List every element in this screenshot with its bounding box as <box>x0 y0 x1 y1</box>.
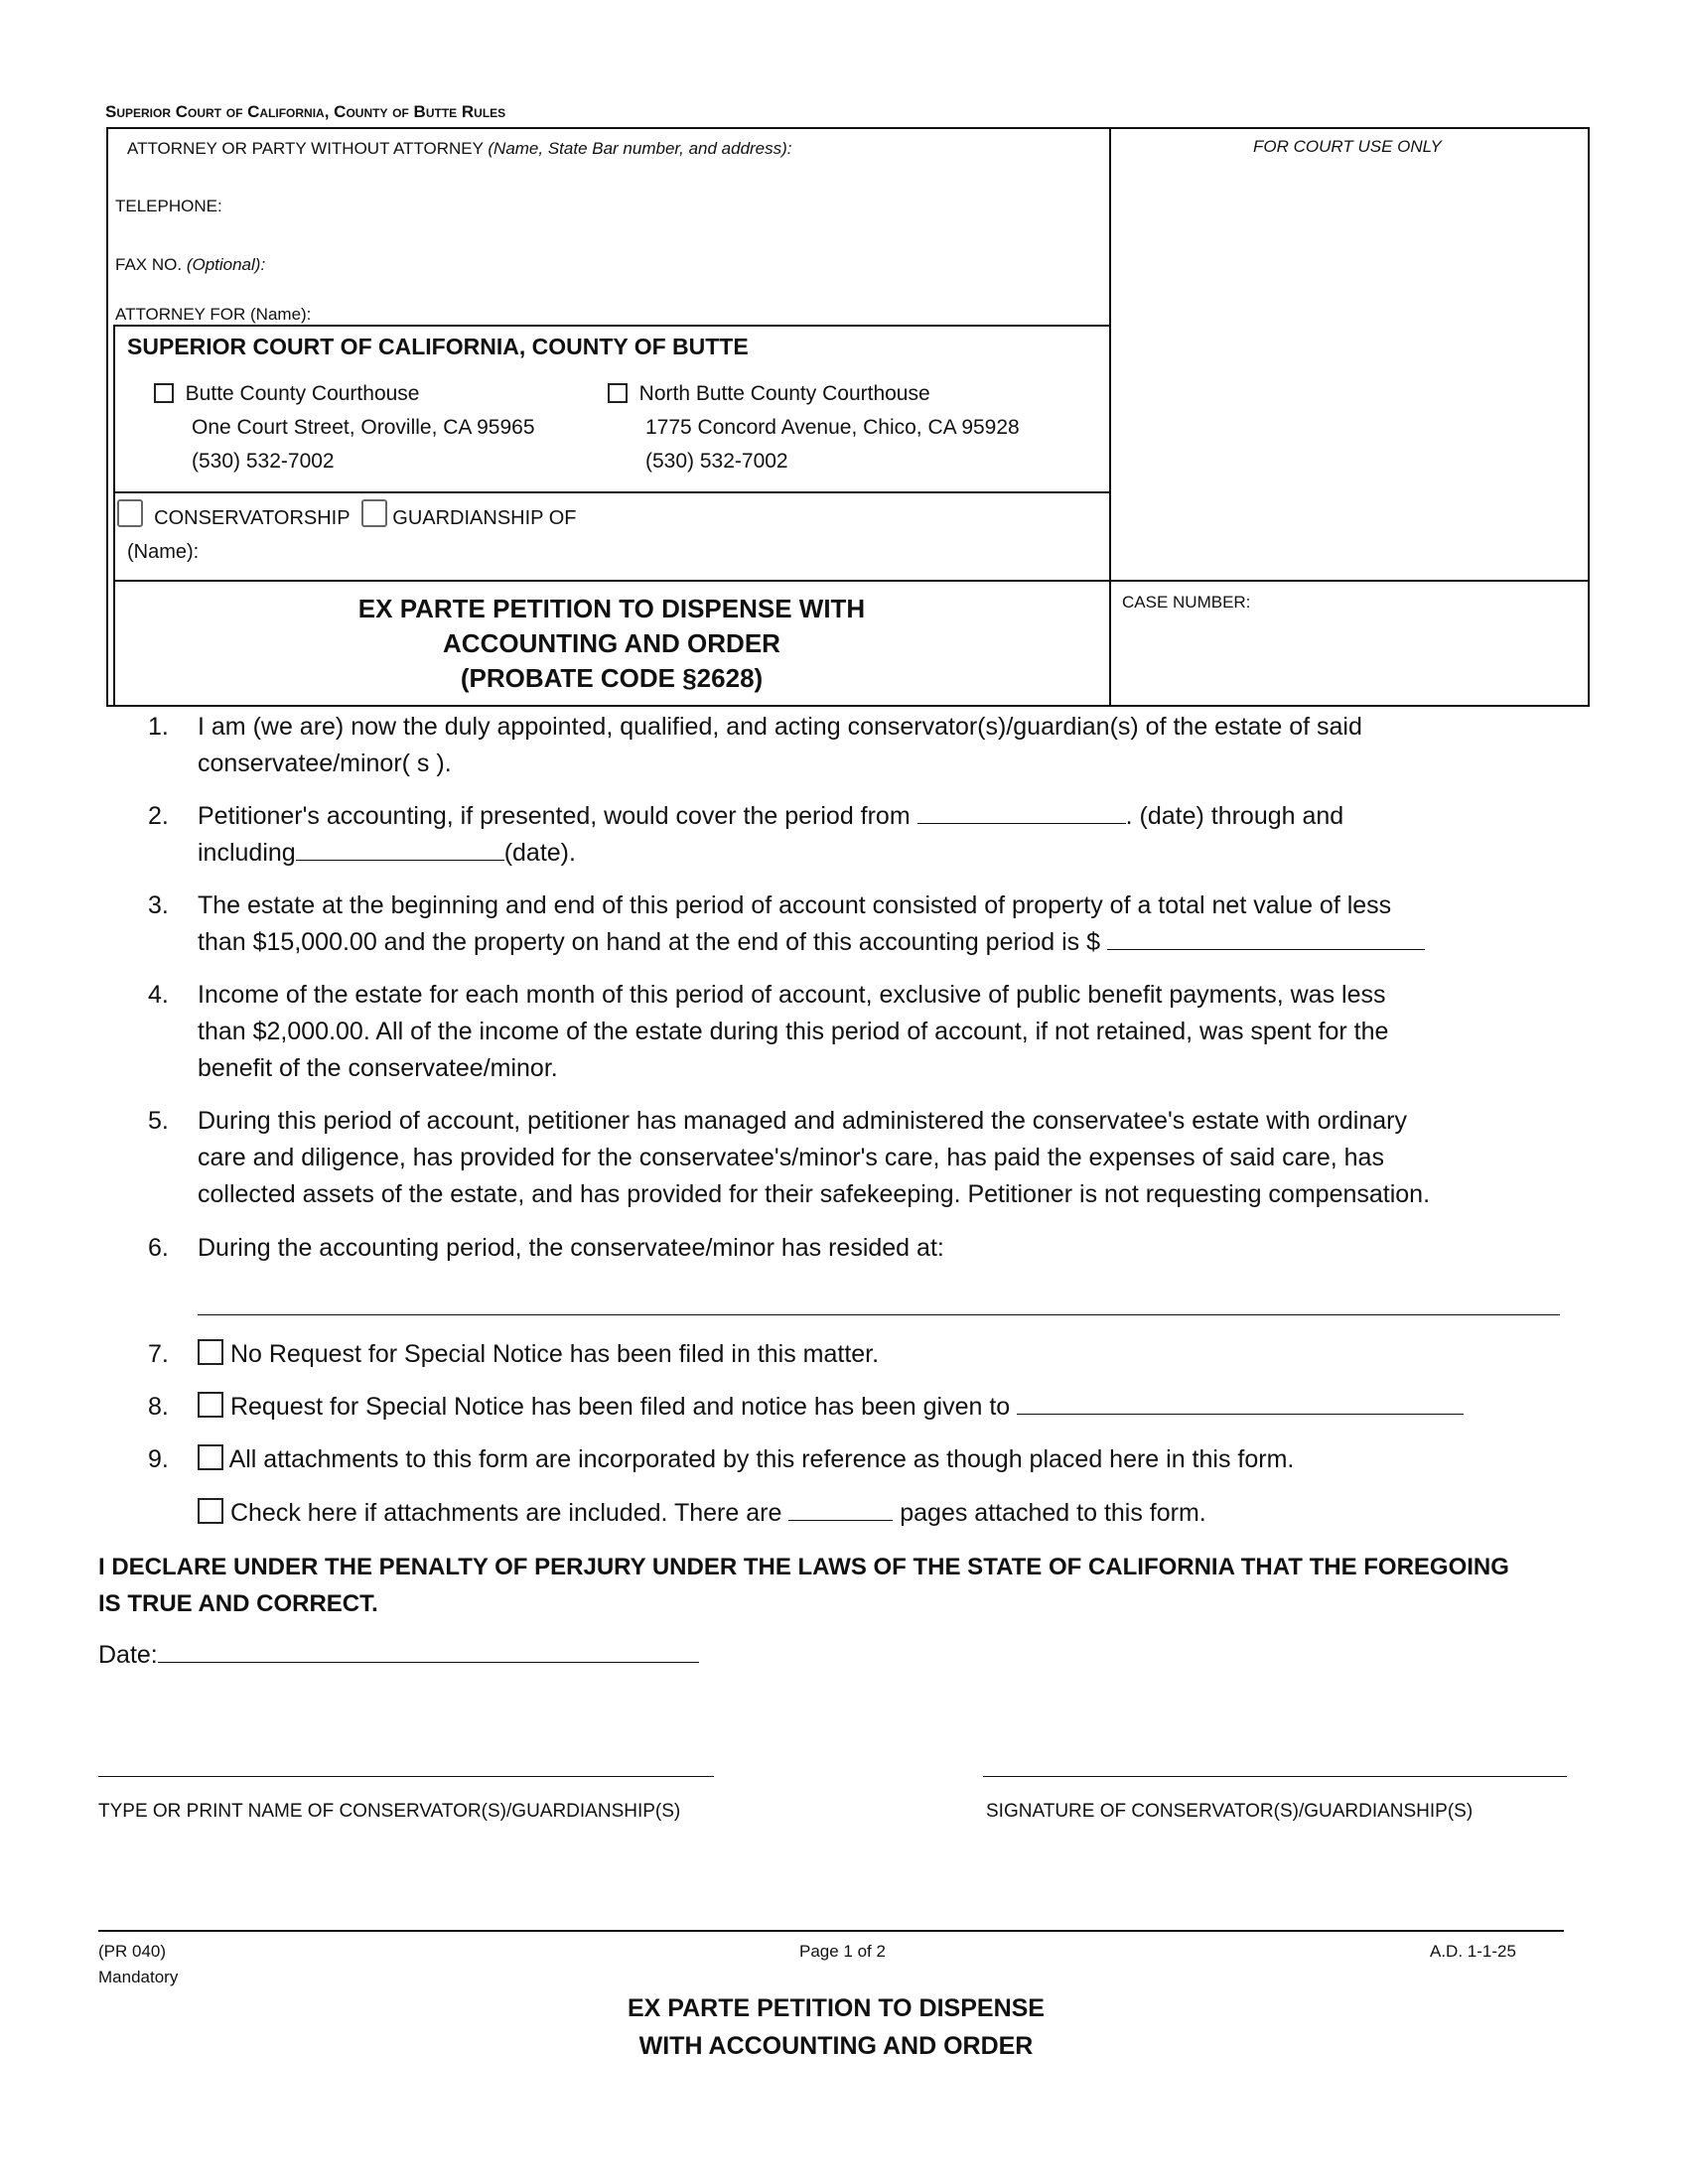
rules-header: Superior Court of California, County of Butte Rules <box>105 102 506 121</box>
notice-given-to-field[interactable] <box>1017 1390 1464 1415</box>
case-type: CONSERVATORSHIP GUARDIANSHIP OF <box>117 499 576 530</box>
residence-field[interactable] <box>198 1314 1560 1315</box>
attorney-for-label: ATTORNEY FOR (Name): <box>115 305 312 324</box>
checkbox-conservatorship[interactable] <box>117 499 143 527</box>
period-to-field[interactable] <box>296 836 504 861</box>
divider <box>113 325 1110 327</box>
fax-label: FAX NO. (Optional): <box>115 255 266 274</box>
declaration: I DECLARE UNDER THE PENALTY OF PERJURY UNDER THE LAWS OF THE STATE OF CALIFORNIA THAT THE FOREGOING IS TRUE AND CORRECT. <box>98 1554 1509 1617</box>
pages-attached-field[interactable] <box>788 1496 893 1521</box>
page-number: Page 1 of 2 <box>799 1942 886 1961</box>
telephone-label: TELEPHONE: <box>115 197 222 215</box>
divider <box>113 491 1110 493</box>
checkbox-special-notice[interactable] <box>198 1392 223 1418</box>
footer-rule <box>98 1930 1564 1932</box>
footer-title: EX PARTE PETITION TO DISPENSE WITH ACCOUNTING AND ORDER <box>628 1994 1045 2060</box>
name-label: TYPE OR PRINT NAME OF CONSERVATOR(S)/GUARDIANSHIP(S) <box>98 1801 681 1822</box>
checkbox-attachments-included[interactable] <box>198 1498 223 1524</box>
form-number: (PR 040) Mandatory <box>98 1942 179 1986</box>
checkbox-guardianship[interactable] <box>361 499 387 527</box>
name-line[interactable] <box>98 1776 714 1777</box>
checkbox-oroville[interactable] <box>154 383 174 403</box>
courthouse-oroville: Butte County Courthouse One Court Street, Oroville, CA 95965 (530) 532-7002 <box>154 377 535 478</box>
property-value-field[interactable] <box>1107 925 1425 950</box>
court-name: SUPERIOR COURT OF CALIFORNIA, COUNTY OF BUTTE <box>127 334 749 359</box>
divider <box>113 580 1590 582</box>
signature-label: SIGNATURE OF CONSERVATOR(S)/GUARDIANSHIP(S) <box>986 1801 1474 1822</box>
checkbox-no-special-notice[interactable] <box>198 1339 223 1365</box>
checkbox-attachments-incorporated[interactable] <box>198 1444 223 1470</box>
form-title: EX PARTE PETITION TO DISPENSE WITH ACCOUNTING AND ORDER (PROBATE CODE §2628) <box>357 594 866 693</box>
caption-divider <box>1109 127 1111 707</box>
date-row: Date: <box>98 1638 699 1670</box>
court-use-label: FOR COURT USE ONLY <box>1253 137 1442 156</box>
attorney-label: ATTORNEY OR PARTY WITHOUT ATTORNEY (Name, State Bar number, and address): <box>127 139 792 158</box>
case-number-label: CASE NUMBER: <box>1122 593 1251 612</box>
revision-date: A.D. 1-1-25 <box>1430 1942 1516 1961</box>
checkbox-chico[interactable] <box>608 383 628 403</box>
period-from-field[interactable] <box>917 799 1126 824</box>
name-label: (Name): <box>127 541 200 563</box>
signature-line[interactable] <box>983 1776 1567 1777</box>
courthouse-chico: North Butte County Courthouse 1775 Concord Avenue, Chico, CA 95928 (530) 532-7002 <box>608 377 1020 478</box>
date-field[interactable] <box>158 1638 699 1663</box>
